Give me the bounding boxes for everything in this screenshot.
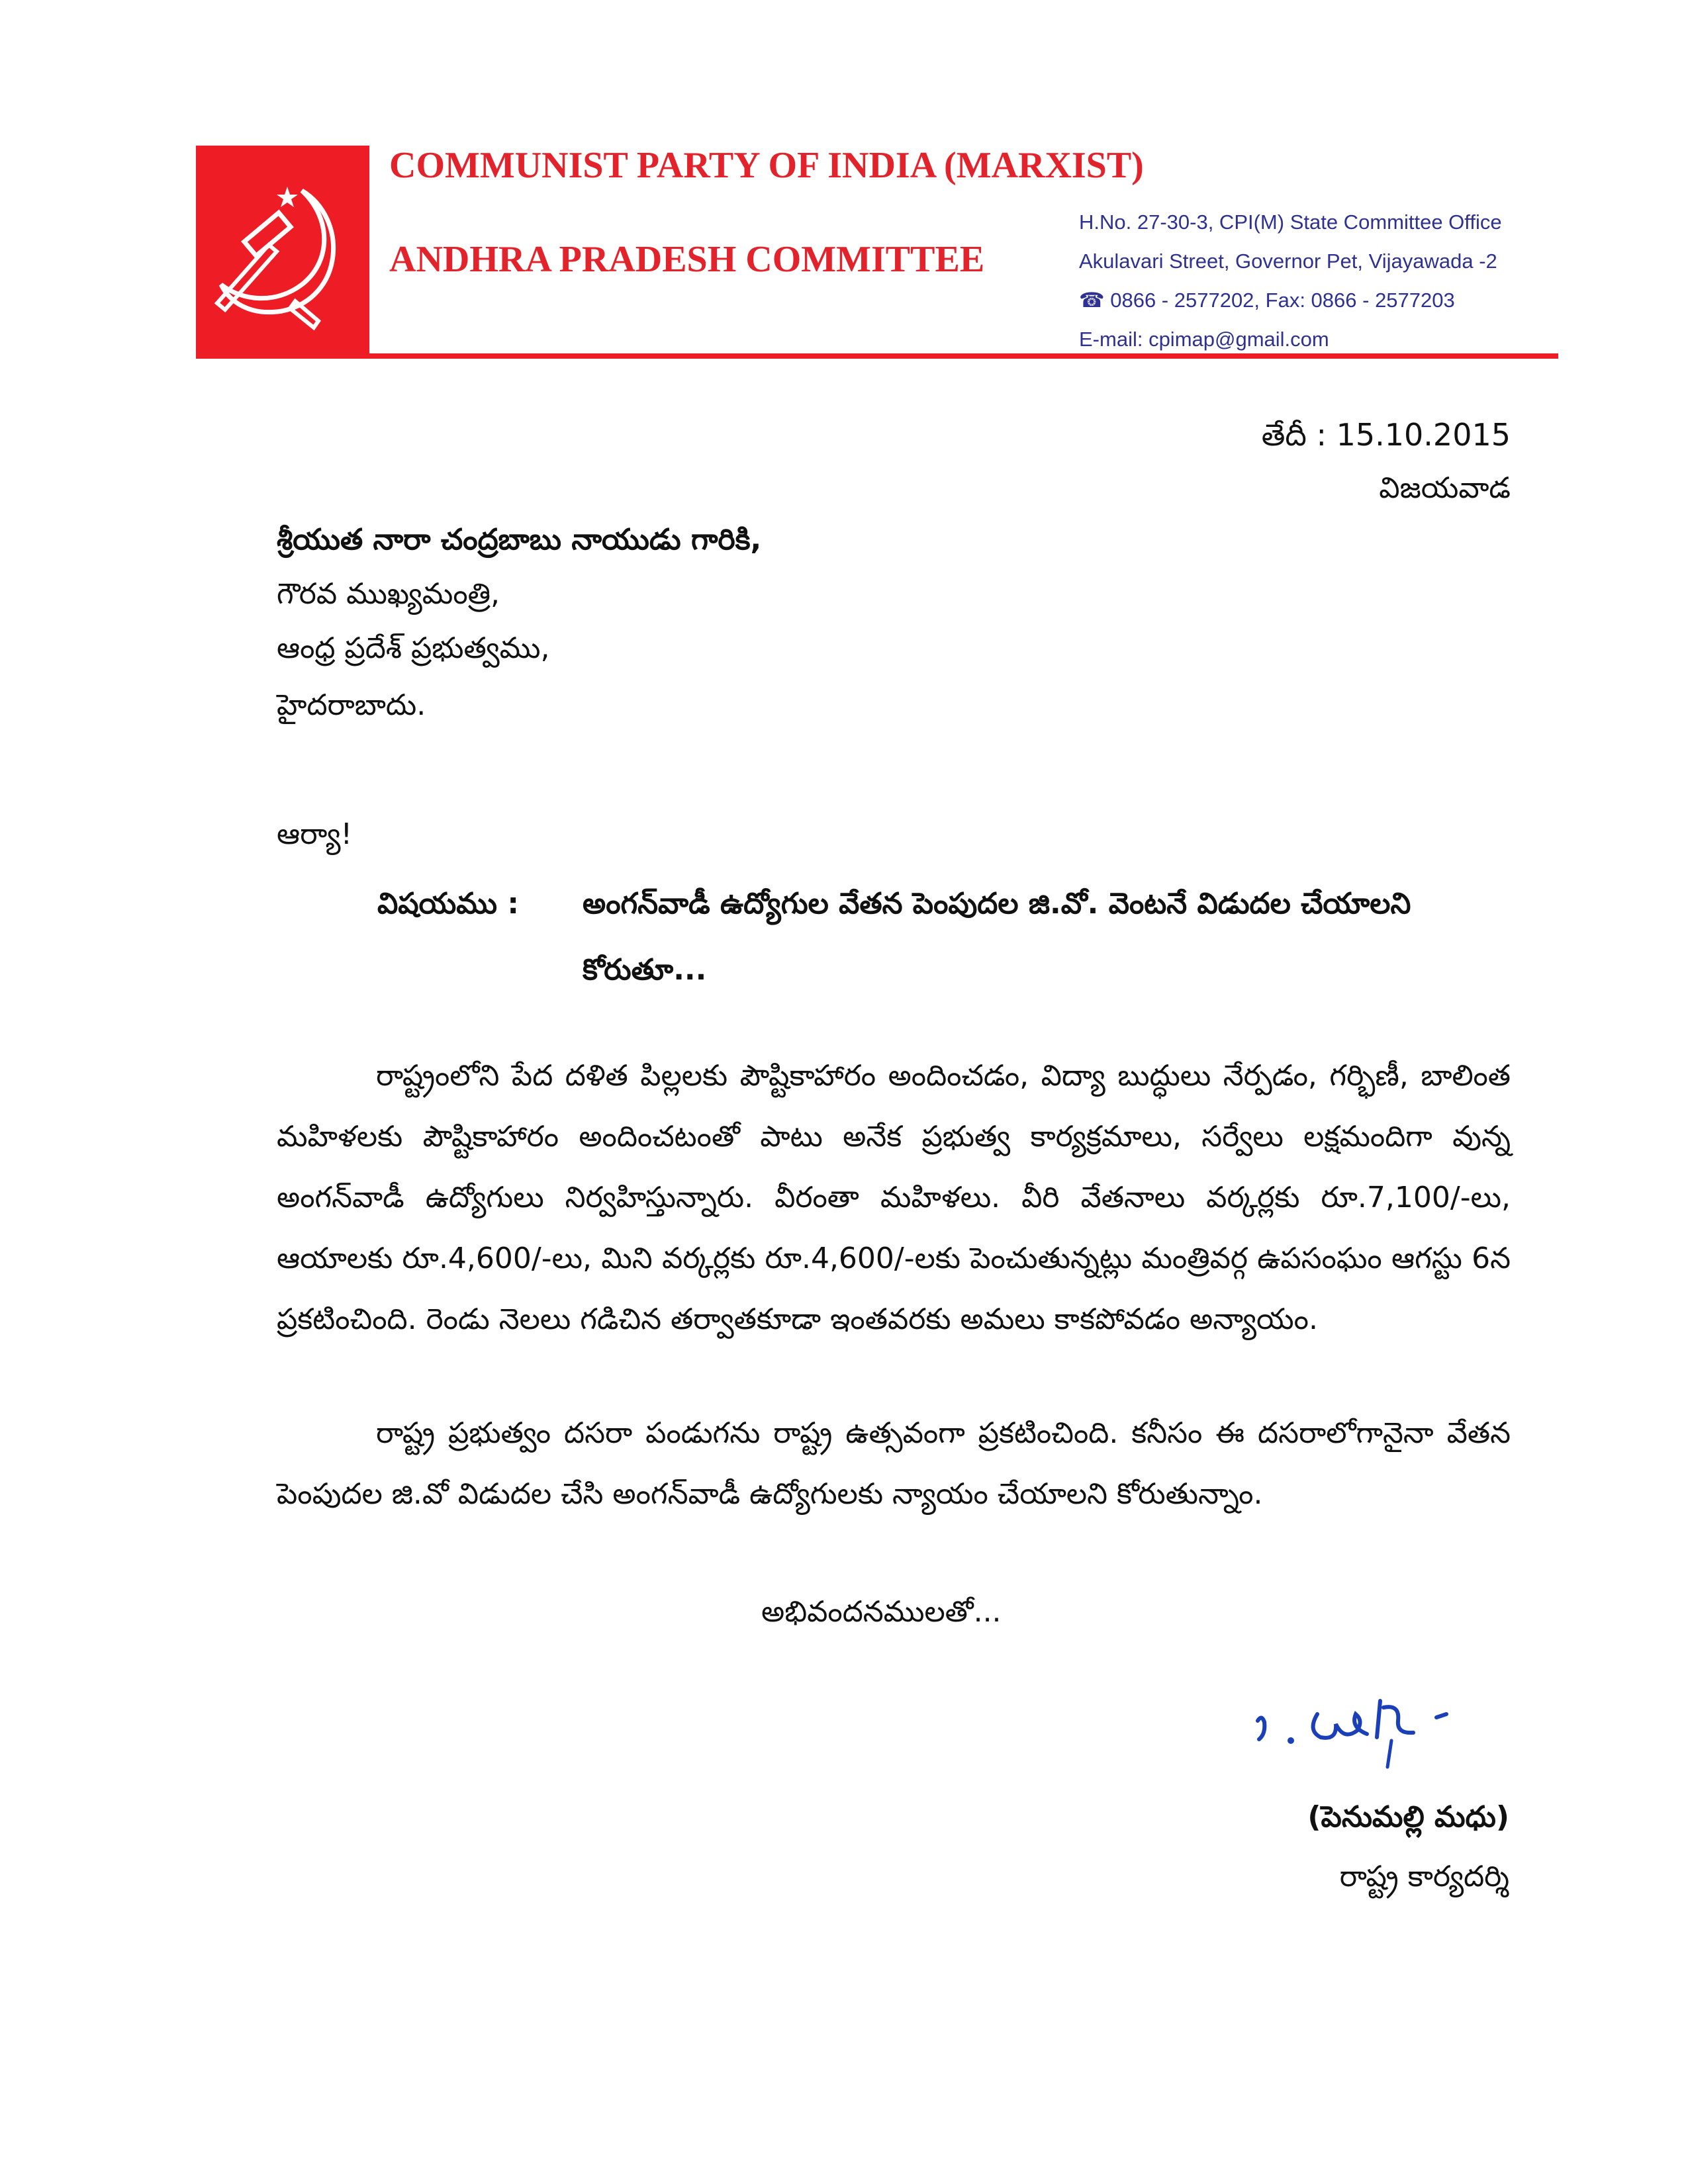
address-line-1: H.No. 27-30-3, CPI(M) State Committee Office <box>1079 210 1502 234</box>
party-logo <box>196 146 369 359</box>
recipient-line-4: హైదరాబాదు. <box>277 688 426 722</box>
signatory-name: (పెనుమల్లి మధు) <box>1307 1800 1509 1834</box>
letterhead-divider <box>196 353 1558 359</box>
email-line: E-mail: cpimap@gmail.com <box>1079 328 1329 351</box>
salutation: ఆర్యా! <box>277 817 353 851</box>
closing-greeting: అభివందనములతో... <box>761 1595 1002 1629</box>
subject-label: విషయము : <box>377 887 519 921</box>
recipient-line-3: ఆంధ్ర ప్రదేశ్ ప్రభుత్వము, <box>277 631 550 665</box>
committee-name: ANDHRA PRADESH COMMITTEE <box>389 239 985 280</box>
body-paragraph-1: రాష్ట్రంలోని పేద దళిత పిల్లలకు పౌష్టికాహారం అందించడం, విద్యా బుద్ధులు నేర్పడం, గర్భిణీ, బాలింత మహిళలకు పౌష్టికాహారం అందించటంతో పాటు అనేక ప్రభుత్వ కార్యక్రమాలు, సర్వేలు లక్షమందిగా వున్న అంగన్‌వాడీ ఉద్యోగులు నిర్వహిస్తున్నారు. వీరంతా మహిళలు. వీరి వేతనాలు వర్కర్లకు రూ.7,100/-లు, ఆయాలకు రూ.4,600/-లు, మిని వర్కర్లకు రూ.4,600/-లకు పెంచుతున్నట్లు మంత్రివర్గ ఉపసంఘం ఆగస్టు 6న ప్రకటించింది. రెండు నెలలు గడిచిన తర్వాతకూడా ఇంతవరకు అమలు కాకపోవడం అన్యాయం. <box>277 1059 1511 1336</box>
letter-place: విజయవాడ <box>1379 471 1511 505</box>
organization-name: COMMUNIST PARTY OF INDIA (MARXIST) <box>389 145 1144 186</box>
signatory-title: రాష్ట్ర కార్యదర్శి <box>1339 1860 1509 1893</box>
subject-text-line-1: అంగన్‌వాడీ ఉద్యోగుల వేతన పెంపుదల జి.వో. వెంటనే విడుదల చేయాలని <box>583 887 1411 921</box>
handwritten-signature <box>1244 1674 1509 1787</box>
body-paragraph-2: రాష్ట్ర ప్రభుత్వం దసరా పండుగను రాష్ట్ర ఉత్సవంగా ప్రకటించింది. కనీసం ఈ దసరాలోగానైనా వేతన పెంపుదల జి.వో విడుదల చేసి అంగన్‌వాడీ ఉద్యోగులకు న్యాయం చేయాలని కోరుతున్నాం. <box>277 1416 1511 1511</box>
recipient-line-2: గౌరవ ముఖ్యమంత్రి, <box>277 577 500 611</box>
letter-date: తేదీ : 15.10.2015 <box>1261 417 1511 453</box>
contact-block <box>1079 203 1502 359</box>
hammer-sickle-star-icon <box>196 146 369 359</box>
recipient-line-1: శ్రీయుత నారా చంద్రబాబు నాయుడు గారికి, <box>277 523 762 557</box>
phone-line: ☎ 0866 - 2577202, Fax: 0866 - 2577203 <box>1079 289 1455 312</box>
address-line-2: Akulavari Street, Governor Pet, Vijayawada -2 <box>1079 250 1497 273</box>
subject-text-line-2: కోరుతూ... <box>583 953 707 987</box>
